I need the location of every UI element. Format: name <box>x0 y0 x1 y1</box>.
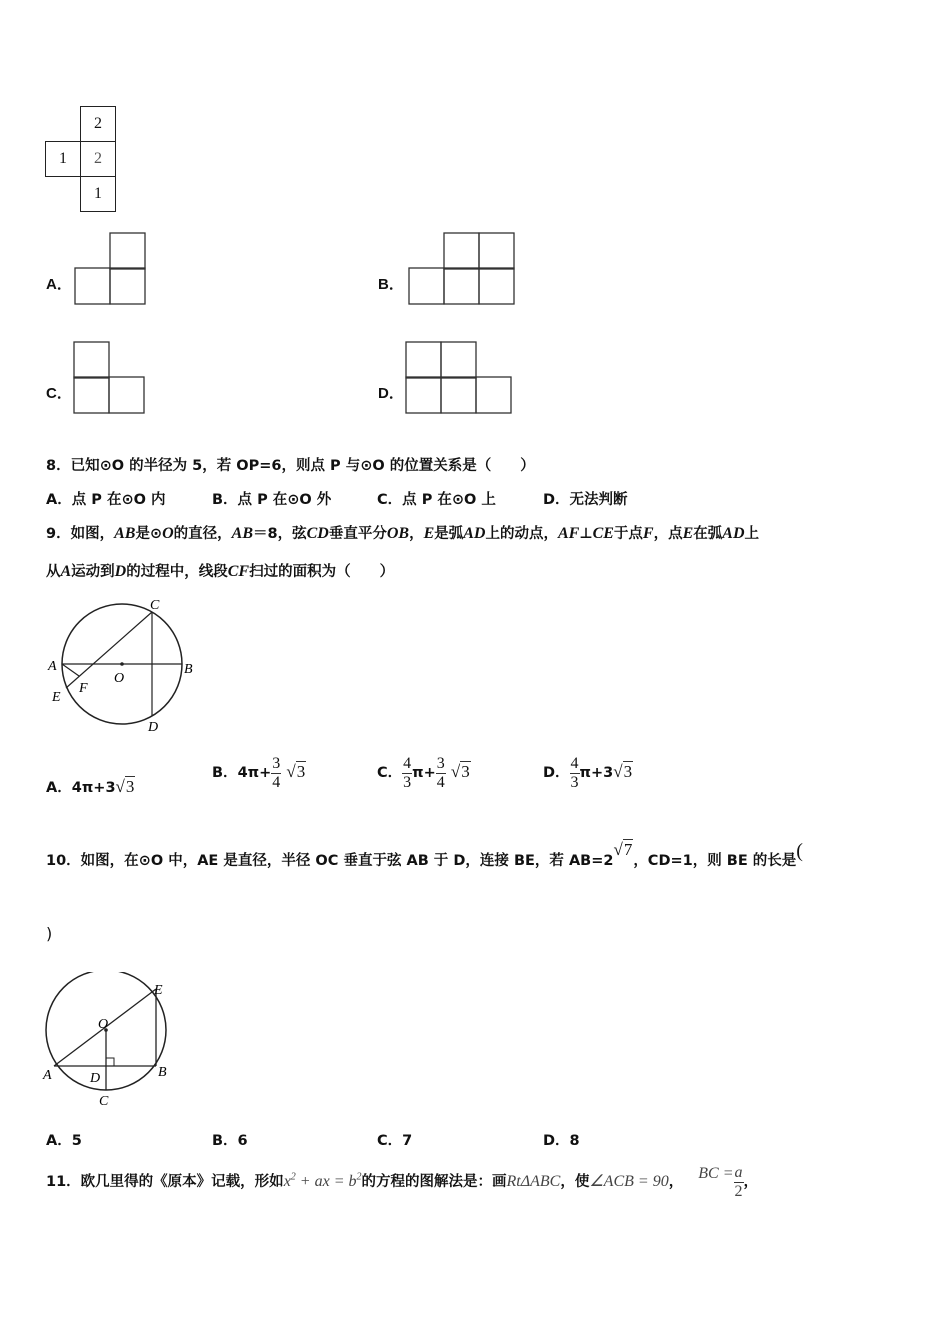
q9-option-c: C． $\frac{4}{3}$ π+ $\frac{3}{4}$ √3 <box>377 755 470 791</box>
q10-stem: 10．如图，在⊙O 中，AE 是直径，半径 OC 垂直于弦 AB 于 D，连接 BE，若 AB=2√7，CD=1，则 BE 的长是( <box>46 840 803 869</box>
q10-paren-close: ) <box>46 924 53 943</box>
q9-label-e: E <box>52 690 61 705</box>
q10-label-c: C <box>99 1094 109 1109</box>
q9-option-d: D． $\frac{4}{3}$ π+3√3 <box>543 755 633 791</box>
q9-label-d: D <box>148 720 159 735</box>
q9-stem-line2: 从A运动到D的过程中，线段CF扫过的面积为（ ） <box>46 563 395 580</box>
option-b-label: B． <box>378 276 404 293</box>
option-c-figure <box>73 341 147 415</box>
q8-option-c: C．点 P 在⊙O 上 <box>377 492 496 508</box>
q9-option-a: A．4π+3√3 <box>46 777 135 796</box>
q10-option-c: C．7 <box>377 1133 413 1149</box>
option-c-label: C． <box>46 385 72 402</box>
q9-label-f: F <box>79 681 88 696</box>
option-a-label: A． <box>46 276 72 293</box>
q9-stem-line1: 9．如图，AB是⊙O的直径，AB＝8，弦CD垂直平分OB，E是弧AD上的动点，AF⊥CE于点F，点E在弧AD上 <box>46 525 759 542</box>
q10-option-a: A．5 <box>46 1133 82 1149</box>
q10-option-b: B．6 <box>212 1133 248 1149</box>
q8-stem: 8．已知⊙O 的半径为 5，若 OP=6，则点 P 与⊙O 的位置关系是（ ） <box>46 458 535 474</box>
q10-label-e: E <box>154 983 163 998</box>
option-d-label: D． <box>378 385 404 402</box>
net-cell: 1 <box>45 141 81 177</box>
q10-option-d: D．8 <box>543 1133 580 1149</box>
q9-label-b: B <box>184 662 193 677</box>
net-cell: 1 <box>80 176 116 212</box>
option-a-figure <box>74 232 148 306</box>
q9-circle-figure <box>44 594 204 736</box>
q10-label-a: A <box>43 1068 52 1083</box>
net-cell: 2 <box>80 141 116 177</box>
q8-option-b: B．点 P 在⊙O 外 <box>212 492 332 508</box>
q10-circle-figure <box>40 972 180 1112</box>
q10-label-d: D <box>90 1071 101 1086</box>
q9-label-a: A <box>48 659 57 674</box>
q10-label-b: B <box>158 1065 167 1080</box>
q10-label-o: O <box>98 1017 109 1032</box>
q8-option-d: D．无法判断 <box>543 492 628 508</box>
q11-stem: 11．欧几里得的《原本》记载，形如$x^2$ + ax = $b^2$的方程的图解法是：画RtΔABC，使∠ACB = 90， BC = $\frac{a}{2}$ ， <box>46 1164 758 1200</box>
q11-equation: $x^2$ + ax = $b^2$ <box>283 1171 362 1191</box>
net-cell: 2 <box>80 106 116 142</box>
option-b-figure <box>408 232 518 306</box>
q8-option-a: A．点 P 在⊙O 内 <box>46 492 166 508</box>
option-d-figure <box>405 341 515 415</box>
q9-option-b: B．4π+ $\frac{3}{4}$ √3 <box>212 755 306 791</box>
q9-label-o: O <box>114 671 125 686</box>
q9-label-c: C <box>150 598 160 613</box>
